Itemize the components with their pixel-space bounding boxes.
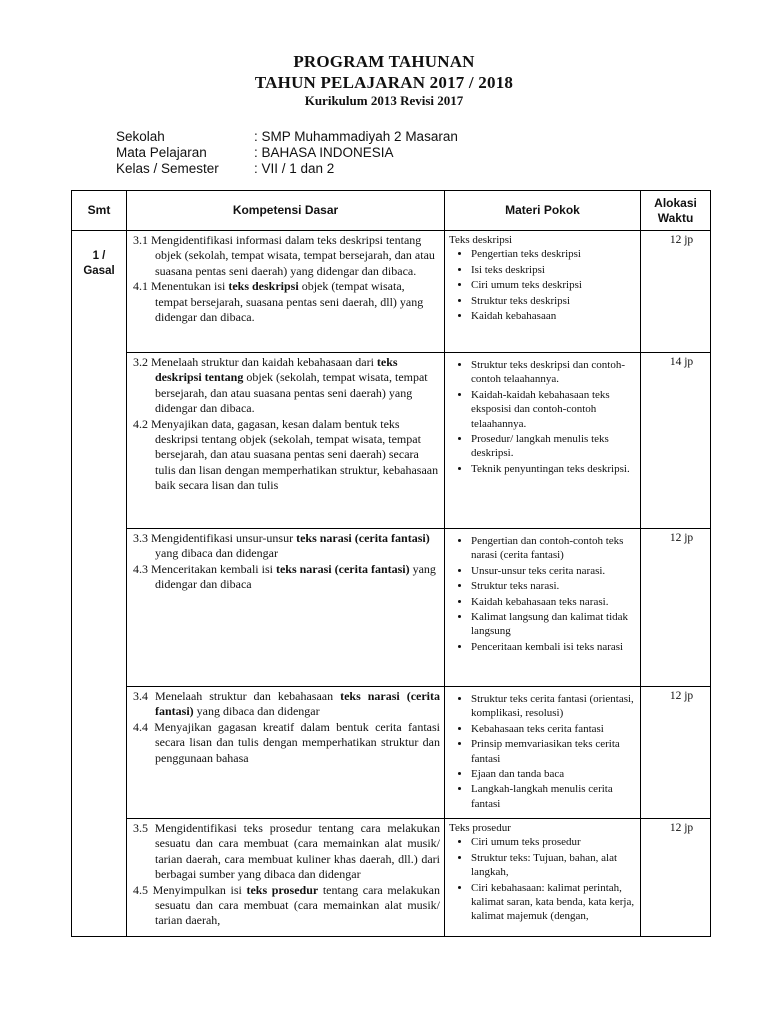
materi-list-item: • Unsur-unsur teks cerita narasi.	[471, 564, 636, 578]
materi-list-item: • Kaidah-kaidah kebahasaan teks eksposisi dan contoh-contoh telaahannya.	[471, 388, 636, 431]
table-row	[72, 819, 711, 937]
kd-text: 3.1 Mengidentifikasi informasi dalam teks deskripsi tentang objek (sekolah, tempat wisata, tempat bersejarah, dan atau suasana pentas seni daerah) yang didengar dan dibaca.	[133, 233, 435, 278]
kd-item	[131, 233, 440, 279]
info-label: Kelas / Semester	[116, 161, 219, 176]
materi-heading: Teks prosedur	[449, 822, 511, 834]
kd-text: 3.4 Menelaah struktur dan kebahasaan	[133, 689, 341, 703]
kd-item	[131, 821, 440, 883]
kompetensi-dasar-cell	[127, 819, 445, 937]
materi-list-item: • Struktur teks: Tujuan, bahan, alat langkah,	[471, 851, 636, 880]
materi-list-item: • Struktur teks cerita fantasi (orientasi, komplikasi, resolusi)	[471, 692, 636, 721]
program-table	[71, 190, 711, 937]
header-kompetensi-dasar: Kompetensi Dasar	[127, 191, 445, 231]
kd-text: objek (tempat wisata, tempat bersejarah, suasana pentas seni daerah, dll) yang didengar dan dibaca.	[155, 279, 424, 325]
kd-emphasis: teks deskripsi	[228, 279, 299, 294]
kd-item	[131, 689, 440, 720]
kd-item	[131, 720, 440, 766]
kd-text: 4.4 Menyajikan gagasan kreatif dalam bentuk cerita fantasi secara lisan dan tulis dengan memperhatikan struktur dan penggunaan bahasa	[133, 719, 440, 765]
table-row	[72, 687, 711, 819]
info-label: Sekolah	[116, 129, 165, 144]
kd-text: 4.1 Menentukan isi	[133, 279, 229, 294]
info-value: : BAHASA INDONESIA	[254, 145, 394, 160]
materi-pokok-cell	[445, 687, 641, 819]
kd-emphasis: teks narasi (cerita fantasi)	[296, 531, 430, 545]
materi-pokok-cell	[445, 231, 641, 353]
kd-text: 4.5 Menyimpulkan isi	[133, 882, 247, 897]
kd-emphasis: teks prosedur	[246, 882, 319, 897]
materi-list-item: • Kebahasaan teks cerita fantasi	[471, 722, 636, 736]
materi-pokok-cell	[445, 819, 641, 937]
materi-list-item: • Pengertian dan contoh-contoh teks narasi (cerita fantasi)	[471, 534, 636, 563]
kd-item	[131, 279, 440, 325]
info-value: : VII / 1 dan 2	[254, 161, 335, 176]
kompetensi-dasar-cell	[127, 231, 445, 353]
semester-cell: 1 / Gasal	[72, 231, 127, 937]
kd-text: 3.5 Mengidentifikasi teks prosedur tentang cara melakukan sesuatu dan cara membuat (cara memainkan alat musik/ tarian daerah, cara membuat kuliner khas daerah, dll.) dari berbagai sumber yang dibaca dan didengar	[133, 821, 440, 882]
materi-list-item: • Prosedur/ langkah menulis teks deskripsi.	[471, 432, 636, 461]
materi-list-item: • Ciri umum teks prosedur	[471, 835, 636, 849]
kd-emphasis: teks narasi (cerita fantasi)	[275, 561, 410, 576]
alokasi-waktu-cell	[641, 687, 711, 819]
curriculum-label: Kurikulum 2013 Revisi 2017	[304, 93, 464, 108]
header-smt: Smt	[72, 191, 127, 231]
table-row	[72, 353, 711, 529]
materi-list-item: • Teknik penyuntingan teks deskripsi.	[471, 462, 636, 476]
materi-list	[449, 534, 636, 654]
materi-pokok-cell	[445, 353, 641, 529]
info-label: Mata Pelajaran	[116, 145, 207, 160]
kd-item	[131, 883, 440, 929]
alokasi-waktu-cell	[641, 819, 711, 937]
kd-text: tentang cara melakukan sesuatu dan cara membuat (cara memainkan alat musik/ tarian daerah,	[155, 882, 440, 928]
kd-text: 4.3 Menceritakan kembali isi	[133, 561, 276, 576]
header-materi-pokok: Materi Pokok	[445, 191, 641, 231]
materi-list-item: • Isi teks deskripsi	[471, 263, 636, 277]
materi-list-item: • Ejaan dan tanda baca	[471, 767, 636, 781]
kd-item	[131, 355, 440, 417]
kd-emphasis: teks narasi (cerita fantasi)	[155, 689, 440, 719]
kompetensi-dasar-cell	[127, 353, 445, 529]
kd-text: 3.2 Menelaah struktur dan kaidah kebahasaan dari	[133, 355, 377, 369]
materi-list-item: • Kaidah kebahasaan teks narasi.	[471, 595, 636, 609]
materi-list	[449, 692, 636, 811]
materi-list	[449, 835, 636, 923]
materi-list-item: • Struktur teks deskripsi dan contoh-contoh telaahannya.	[471, 358, 636, 387]
alokasi-waktu-cell	[641, 353, 711, 529]
materi-list	[449, 358, 636, 476]
materi-list-item: • Penceritaan kembali isi teks narasi	[471, 640, 636, 654]
alokasi-value: 12 jp	[669, 532, 694, 544]
materi-list-item: • Struktur teks deskripsi	[471, 294, 636, 308]
materi-list-item: • Prinsip memvariasikan teks cerita fantasi	[471, 737, 636, 766]
alokasi-value: 12 jp	[669, 234, 694, 246]
alokasi-waktu-cell	[641, 231, 711, 353]
table-row	[72, 529, 711, 687]
alokasi-value: 12 jp	[669, 822, 694, 834]
kd-item	[131, 562, 440, 593]
materi-list-item: • Ciri kebahasaan: kalimat perintah, kalimat saran, kata benda, kata kerja, kalimat majemuk (dengan,	[471, 881, 636, 924]
kd-text: 3.3 Mengidentifikasi unsur-unsur	[133, 531, 297, 545]
kd-text: objek (sekolah, tempat wisata, tempat bersejarah, dan atau suasana pentas seni daerah) yang didengar dan dibaca.	[155, 370, 428, 416]
alokasi-value: 14 jp	[669, 356, 694, 368]
table-row	[72, 231, 711, 353]
kd-text: yang dibaca dan didengar	[155, 546, 278, 561]
kd-text: yang dibaca dan didengar	[193, 704, 320, 719]
materi-pokok-cell	[445, 529, 641, 687]
materi-list-item: • Ciri umum teks deskripsi	[471, 278, 636, 292]
materi-list-item: • Kaidah kebahasaan	[471, 309, 636, 323]
materi-heading: Teks deskripsi	[449, 234, 513, 246]
kd-emphasis: teks deskripsi tentang	[155, 355, 398, 385]
materi-list-item: • Langkah-langkah menulis cerita fantasi	[471, 782, 636, 811]
alokasi-value: 12 jp	[669, 690, 694, 702]
materi-list	[449, 247, 636, 323]
alokasi-waktu-cell	[641, 529, 711, 687]
document-subtitle: TAHUN PELAJARAN 2017 / 2018	[254, 73, 514, 92]
document-title: PROGRAM TAHUNAN	[293, 52, 475, 71]
kd-item	[131, 417, 440, 494]
kompetensi-dasar-cell	[127, 529, 445, 687]
kd-text: yang didengar dan dibaca	[155, 561, 436, 592]
materi-list-item: • Pengertian teks deskripsi	[471, 247, 636, 261]
info-value: : SMP Muhammadiyah 2 Masaran	[254, 129, 458, 144]
kompetensi-dasar-cell	[127, 687, 445, 819]
kd-item	[131, 531, 440, 562]
materi-list-item: • Kalimat langsung dan kalimat tidak langsung	[471, 610, 636, 639]
materi-list-item: • Struktur teks narasi.	[471, 579, 636, 593]
header-alokasi-waktu: Alokasi Waktu	[641, 191, 711, 231]
kd-text: 4.2 Menyajikan data, gagasan, kesan dalam bentuk teks deskripsi tentang objek (sekolah, tempat wisata, tempat bersejarah, dan atau suasana pentas seni daerah) secara tulis dan lisan dengan memperhatikan struktur, kebahasaan baik secara lisan dan tulis	[133, 416, 439, 493]
